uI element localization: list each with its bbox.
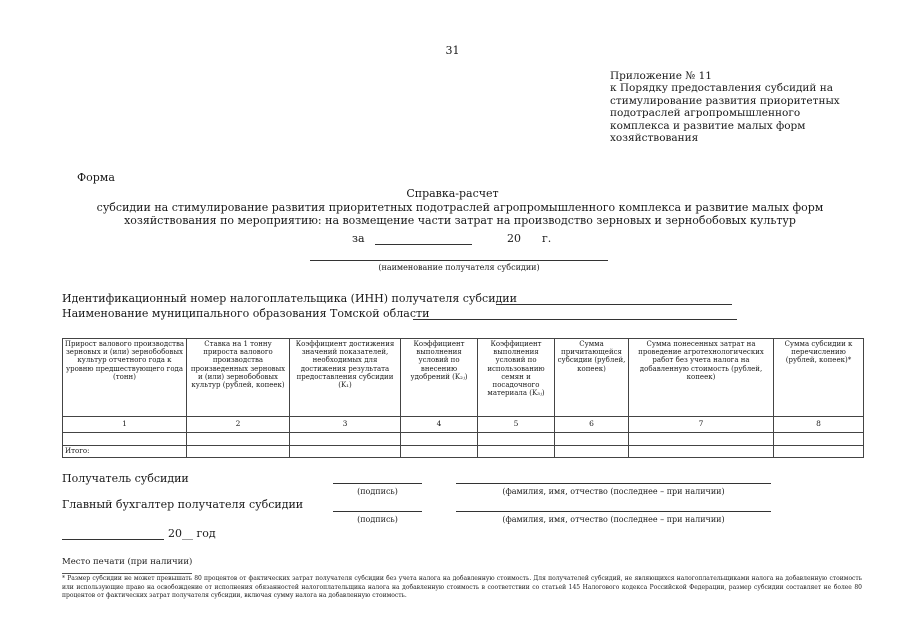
period-line <box>352 232 612 246</box>
municipality-line[interactable] <box>413 319 737 320</box>
table-cell[interactable] <box>478 446 555 458</box>
column-number: 6 <box>555 417 629 433</box>
table-number-row <box>63 417 864 433</box>
inn-line[interactable] <box>496 304 732 305</box>
date-blank[interactable] <box>62 539 164 540</box>
table-cell[interactable] <box>187 433 290 446</box>
table-header-cell: Коэффициент выполнения условий по внесению удобрений (K₂ⱼ) <box>401 339 478 417</box>
table-cell[interactable] <box>629 433 774 446</box>
column-number: 5 <box>478 417 555 433</box>
recipient-name-line[interactable] <box>310 260 608 261</box>
table-cell[interactable] <box>290 446 401 458</box>
document-title: Справка-расчет <box>406 187 499 200</box>
appendix-line: подотраслей агропромышленного <box>610 107 801 120</box>
column-number: 7 <box>629 417 774 433</box>
date-line <box>62 527 262 541</box>
table-header-cell: Сумма субсидии к перечислению (рублей, копеек)* <box>774 339 864 417</box>
page-number: 31 <box>445 44 460 57</box>
appendix-line: комплекса и развитие малых форм <box>610 119 806 132</box>
total-label: Итого: <box>63 446 187 458</box>
table-cell[interactable] <box>774 433 864 446</box>
period-year: 20 <box>507 232 521 245</box>
table-cell[interactable] <box>478 433 555 446</box>
table-row <box>63 433 864 446</box>
name-caption: (фамилия, имя, отчество (последнее – при наличии) <box>502 487 725 496</box>
table-cell[interactable] <box>555 433 629 446</box>
form-label: Форма <box>77 171 115 184</box>
stamp-label: Место печати (при наличии) <box>62 557 193 567</box>
subtitle-line: хозяйствования по мероприятию: на возмещение части затрат на производство зерновых и зернобобовых культур <box>124 214 796 227</box>
subtitle-line: субсидии на стимулирование развития приоритетных подотраслей агропромышленного комплекса и развитие малых форм <box>96 201 824 214</box>
table-total-row <box>63 446 864 458</box>
column-number: 4 <box>401 417 478 433</box>
footnote-divider <box>62 573 192 574</box>
column-number: 1 <box>63 417 187 433</box>
recipient-signature-line[interactable] <box>333 483 422 484</box>
period-blank[interactable] <box>375 244 472 245</box>
accountant-name-line[interactable] <box>456 511 771 512</box>
table-header-cell: Коэффициент достижения значений показателей, необходимых для достижения результата предоставления субсидии (K₁) <box>290 339 401 417</box>
municipality-label: Наименование муниципального образования Томской области <box>62 307 430 320</box>
calculation-table <box>62 338 864 458</box>
table-header-cell: Коэффициент выполнения условий по использованию семян и посадочного материала (K₃ⱼ) <box>478 339 555 417</box>
period-prefix: за <box>352 232 365 245</box>
column-number: 2 <box>187 417 290 433</box>
appendix-line: к Порядку предоставления субсидий на <box>610 82 834 95</box>
recipient-caption: (наименование получателя субсидии) <box>378 263 540 272</box>
appendix-line: хозяйствования <box>610 132 699 145</box>
period-suffix: г. <box>542 232 552 245</box>
appendix-block <box>610 70 870 144</box>
table-cell[interactable] <box>774 446 864 458</box>
table-cell[interactable] <box>401 433 478 446</box>
table-cell[interactable] <box>555 446 629 458</box>
table-header-row <box>63 339 864 417</box>
column-number: 3 <box>290 417 401 433</box>
column-number: 8 <box>774 417 864 433</box>
appendix-line: стимулирование развития приоритетных <box>610 94 840 107</box>
footnote: * Размер субсидии не может превышать 80 процентов от фактических затрат получателя субсидии без учета налога на добавленную стоимость. Для получателей субсидий, не являющихся налогоплательщиками налога на добавленную стоимость или использующие право на освобождение от исполнения обязанностей налогоплательщика налога на добавленную стоимость в соответствии со статьей 145 Налогового кодекса Российской Федерации, размер субсидии составляет не более 80 процентов от фактических затрат получателя субсидии, включая сумму налога на добавленную стоимость. <box>62 575 862 600</box>
table-cell[interactable] <box>290 433 401 446</box>
name-caption: (фамилия, имя, отчество (последнее – при наличии) <box>502 515 725 524</box>
table-cell[interactable] <box>629 446 774 458</box>
appendix-line: Приложение № 11 <box>610 70 712 82</box>
table-cell[interactable] <box>63 433 187 446</box>
recipient-name-line-field[interactable] <box>456 483 771 484</box>
signature-caption: (подпись) <box>357 515 398 524</box>
inn-label: Идентификационный номер налогоплательщика (ИНН) получателя субсидии <box>62 292 517 305</box>
document-subtitle <box>90 201 830 227</box>
table-cell[interactable] <box>187 446 290 458</box>
recipient-signature-label: Получатель субсидии <box>62 472 189 485</box>
signature-caption: (подпись) <box>357 487 398 496</box>
accountant-signature-label: Главный бухгалтер получателя субсидии <box>62 498 304 511</box>
table-header-cell: Ставка на 1 тонну прироста валового производства произведенных зерновых и (или) зернобобовых культур (рублей, копеек) <box>187 339 290 417</box>
accountant-signature-line[interactable] <box>333 511 422 512</box>
table-header-cell: Сумма понесенных затрат на проведение агротехнологических работ без учета налога на добавленную стоимость (рублей, копеек) <box>629 339 774 417</box>
table-header-cell: Сумма причитающейся субсидии (рублей, копеек) <box>555 339 629 417</box>
table-header-cell: Прирост валового производства зерновых и (или) зернобобовых культур отчетного года к уровню предшествующего года (тонн) <box>63 339 187 417</box>
date-year: 20__ год <box>168 527 216 540</box>
table-cell[interactable] <box>401 446 478 458</box>
